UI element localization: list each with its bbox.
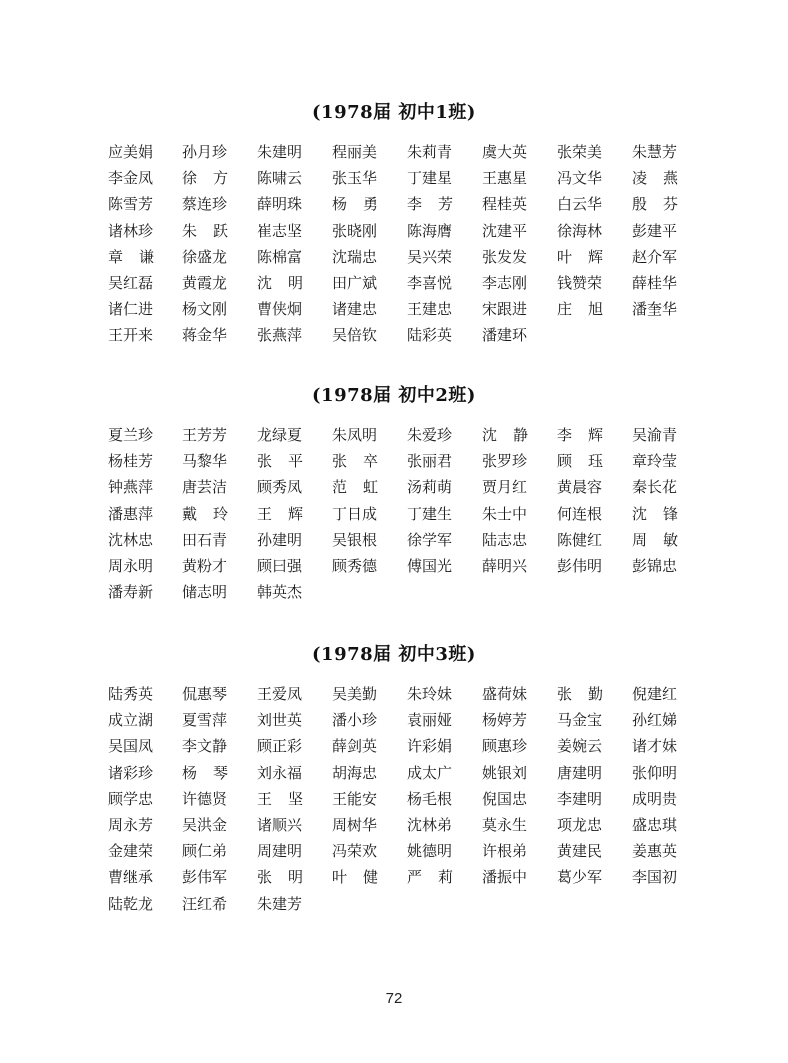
student-name: 陆秀英 <box>108 685 154 703</box>
student-name: 顾秀德 <box>332 557 378 575</box>
student-name: 周树华 <box>332 816 378 834</box>
student-name: 徐盛龙 <box>182 247 228 266</box>
student-name: 许彩娟 <box>407 737 453 756</box>
student-name: 顾仁弟 <box>182 842 228 861</box>
student-name: 张 勤 <box>557 685 603 703</box>
name-row <box>0 708 788 732</box>
student-name: 彭建平 <box>632 221 678 240</box>
name-row <box>0 865 788 889</box>
student-name: 葛少军 <box>557 868 603 887</box>
student-name: 丁建星 <box>407 169 453 188</box>
student-name: 贾月红 <box>482 478 528 497</box>
student-name: 姜婉云 <box>557 737 603 756</box>
student-name: 沈建平 <box>482 221 528 240</box>
student-name: 成明贵 <box>632 789 678 808</box>
student-name: 陈健红 <box>557 530 603 549</box>
student-name: 诸彩珍 <box>108 763 154 782</box>
student-name: 孙建明 <box>257 530 303 549</box>
student-name: 丁日成 <box>332 504 378 523</box>
student-name: 曹侠炯 <box>257 300 303 319</box>
student-name: 吴洪金 <box>182 816 228 834</box>
student-name: 潘惠萍 <box>108 504 154 523</box>
student-name: 陆彩英 <box>407 326 453 345</box>
student-name: 潘建环 <box>482 326 528 345</box>
student-name: 顾曰强 <box>257 557 303 575</box>
name-row <box>0 554 788 578</box>
student-name: 沈 锋 <box>632 504 678 523</box>
student-name: 范 虹 <box>332 478 378 497</box>
student-name: 钱赞荣 <box>557 274 603 292</box>
student-name: 殷 芬 <box>632 195 678 214</box>
student-name: 刘永福 <box>257 763 303 782</box>
student-name: 张仰明 <box>632 763 678 782</box>
student-name: 诸仁进 <box>108 300 154 319</box>
student-name: 潘寿新 <box>108 583 154 602</box>
student-name: 王芳芳 <box>182 426 228 444</box>
name-row <box>0 449 788 473</box>
student-name: 盛忠琪 <box>632 816 678 834</box>
student-name: 程丽美 <box>332 143 378 161</box>
name-row <box>0 734 788 758</box>
student-name: 吴倍钦 <box>332 326 378 345</box>
name-row <box>0 271 788 295</box>
student-name: 孙红娣 <box>632 711 678 730</box>
student-name: 丁建生 <box>407 504 453 523</box>
student-name: 章玲莹 <box>632 452 678 471</box>
student-name: 吴国凤 <box>108 737 154 756</box>
student-name: 诸才妹 <box>632 737 678 756</box>
student-name: 李 辉 <box>557 426 603 444</box>
student-name: 庄 旭 <box>557 300 603 319</box>
student-name: 项龙忠 <box>557 816 603 834</box>
student-name: 杨 勇 <box>332 195 378 214</box>
student-name: 刘世英 <box>257 711 303 730</box>
name-row <box>0 192 788 216</box>
student-name: 薛明兴 <box>482 557 528 575</box>
student-name: 宋跟进 <box>482 300 528 319</box>
student-name: 汤莉萌 <box>407 478 453 497</box>
student-name: 白云华 <box>557 195 603 214</box>
name-row <box>0 787 788 811</box>
student-name: 张 明 <box>257 868 303 887</box>
student-name: 顾秀凤 <box>257 478 303 497</box>
student-name: 徐学军 <box>407 530 453 549</box>
student-name: 傅国光 <box>407 557 453 575</box>
student-name: 倪建红 <box>632 685 678 703</box>
student-name: 王爱凤 <box>257 685 303 703</box>
name-row <box>0 528 788 552</box>
student-name: 凌 燕 <box>632 169 678 188</box>
student-name: 薛剑英 <box>332 737 378 756</box>
student-name: 朱莉青 <box>407 143 453 161</box>
student-name: 朱建明 <box>257 143 303 161</box>
student-name: 彭伟明 <box>557 557 603 575</box>
student-name: 吴红磊 <box>108 274 154 292</box>
student-name: 陈海膺 <box>407 221 453 240</box>
student-name: 金建荣 <box>108 842 154 861</box>
student-name: 应美娟 <box>108 143 154 161</box>
section-title: (1978届 初中2班) <box>312 385 476 406</box>
student-name: 张 平 <box>257 452 303 471</box>
student-name: 李国初 <box>632 868 678 887</box>
student-name: 李志刚 <box>482 274 528 292</box>
student-name: 姜惠英 <box>632 842 678 861</box>
student-name: 彭锦忠 <box>632 557 678 575</box>
student-name: 何连根 <box>557 504 603 523</box>
student-name: 张罗珍 <box>482 452 528 471</box>
student-name: 张玉华 <box>332 169 378 188</box>
student-name: 田广斌 <box>332 274 378 292</box>
student-name: 李 芳 <box>407 195 453 214</box>
student-name: 孙月珍 <box>182 143 228 161</box>
student-name: 冯荣欢 <box>332 842 378 861</box>
student-name: 王建忠 <box>407 300 453 319</box>
student-name: 曹继承 <box>108 868 154 887</box>
section-title: (1978届 初中3班) <box>312 644 476 665</box>
student-name: 黄粉才 <box>182 557 228 575</box>
student-name: 冯文华 <box>557 169 603 188</box>
student-name: 马金宝 <box>557 711 603 730</box>
name-row <box>0 761 788 785</box>
student-name: 薛明珠 <box>257 195 303 214</box>
student-name: 叶 辉 <box>557 247 603 266</box>
student-name: 秦长花 <box>632 478 678 497</box>
student-name: 李文静 <box>182 737 228 756</box>
student-name: 吴银根 <box>332 530 378 549</box>
student-name: 李金凤 <box>108 169 154 188</box>
student-name: 钟燕萍 <box>108 478 154 497</box>
student-name: 周 敏 <box>632 530 678 549</box>
student-name: 戴 玲 <box>182 504 228 523</box>
student-name: 周建明 <box>257 842 303 861</box>
student-name: 薛桂华 <box>632 274 678 292</box>
student-name: 莫永生 <box>482 816 528 834</box>
student-name: 周永明 <box>108 557 154 575</box>
student-name: 杨桂芳 <box>108 452 154 471</box>
student-name: 顾学忠 <box>108 789 154 808</box>
student-name: 张丽君 <box>407 452 453 471</box>
student-name: 赵介军 <box>632 247 678 266</box>
student-name: 朱 跃 <box>182 221 228 240</box>
student-name: 吴美勤 <box>332 685 378 703</box>
student-name: 唐建明 <box>557 763 603 782</box>
student-name: 朱凤明 <box>332 426 378 444</box>
name-row <box>0 140 788 164</box>
student-name: 蒋金华 <box>182 326 228 345</box>
name-row <box>0 682 788 706</box>
student-name: 吴渝青 <box>632 426 678 444</box>
student-name: 徐 方 <box>182 169 228 188</box>
student-name: 张发发 <box>482 247 528 266</box>
student-name: 盛荷妹 <box>482 685 528 703</box>
student-name: 姚德明 <box>407 842 453 861</box>
name-row <box>0 423 788 447</box>
student-name: 崔志坚 <box>257 221 303 240</box>
student-name: 顾惠珍 <box>482 737 528 756</box>
student-name: 许根弟 <box>482 842 528 861</box>
student-name: 成太广 <box>407 763 453 782</box>
student-name: 潘奎华 <box>632 300 678 319</box>
student-name: 潘小珍 <box>332 711 378 730</box>
student-name: 顾正彩 <box>257 737 303 756</box>
student-name: 李建明 <box>557 789 603 808</box>
student-name: 朱士中 <box>482 504 528 523</box>
student-name: 诸顺兴 <box>257 816 303 834</box>
student-name: 黄建民 <box>557 842 603 861</box>
student-name: 倪国忠 <box>482 789 528 808</box>
student-name: 王 辉 <box>257 504 303 523</box>
student-name: 顾 珏 <box>557 452 603 471</box>
student-name: 朱慧芳 <box>632 143 678 161</box>
name-row <box>0 297 788 321</box>
name-row <box>0 892 788 916</box>
student-name: 王惠星 <box>482 169 528 188</box>
student-name: 杨婷芳 <box>482 711 528 730</box>
student-name: 韩英杰 <box>257 583 303 602</box>
student-name: 张 卒 <box>332 452 378 471</box>
student-name: 吴兴荣 <box>407 247 453 266</box>
student-name: 程桂英 <box>482 195 528 214</box>
student-name: 储志明 <box>182 583 228 602</box>
student-name: 张晓刚 <box>332 221 378 240</box>
student-name: 沈瑞忠 <box>332 247 378 266</box>
student-name: 侃惠琴 <box>182 685 228 703</box>
name-row <box>0 502 788 526</box>
student-name: 杨文刚 <box>182 300 228 319</box>
student-name: 蔡连珍 <box>182 195 228 214</box>
student-name: 张荣美 <box>557 143 603 161</box>
student-name: 朱建芳 <box>257 894 303 913</box>
student-name: 诸建忠 <box>332 300 378 319</box>
student-name: 姚银刘 <box>482 763 528 782</box>
student-name: 汪红希 <box>182 894 228 913</box>
student-name: 严 莉 <box>407 868 453 887</box>
student-name: 夏雪萍 <box>182 711 228 730</box>
student-name: 张燕萍 <box>257 326 303 345</box>
student-name: 朱玲妹 <box>407 685 453 703</box>
student-name: 章 谦 <box>108 247 154 266</box>
name-row <box>0 219 788 243</box>
student-name: 沈 静 <box>482 426 528 444</box>
student-name: 徐海林 <box>557 221 603 240</box>
student-name: 黄晨容 <box>557 478 603 497</box>
student-name: 田石青 <box>182 530 228 549</box>
student-name: 杨 琴 <box>182 763 228 782</box>
student-name: 马黎华 <box>182 452 228 471</box>
page-number: 72 <box>385 990 403 1007</box>
student-name: 夏兰珍 <box>108 426 154 444</box>
student-name: 陈雪芳 <box>108 195 154 214</box>
student-name: 袁丽娅 <box>407 711 453 730</box>
name-row <box>0 323 788 347</box>
section-title: (1978届 初中1班) <box>312 102 476 123</box>
student-name: 周永芳 <box>108 816 154 834</box>
student-name: 王能安 <box>332 789 378 808</box>
student-name: 叶 健 <box>332 868 378 887</box>
student-name: 沈 明 <box>257 274 303 292</box>
student-name: 陈棉富 <box>257 247 303 266</box>
student-name: 诸林珍 <box>108 221 154 240</box>
name-row <box>0 813 788 837</box>
student-name: 黄霞龙 <box>182 274 228 292</box>
student-name: 虞大英 <box>482 143 528 161</box>
student-name: 胡海忠 <box>332 763 378 782</box>
student-name: 王 坚 <box>257 789 303 808</box>
student-name: 龙绿夏 <box>257 426 303 444</box>
student-name: 杨毛根 <box>407 789 453 808</box>
student-name: 沈林弟 <box>407 816 453 834</box>
student-name: 朱爱珍 <box>407 426 453 444</box>
name-row <box>0 839 788 863</box>
name-row <box>0 580 788 604</box>
student-name: 唐芸洁 <box>182 478 228 497</box>
student-name: 彭伟军 <box>182 868 228 887</box>
student-name: 陈啸云 <box>257 169 303 188</box>
student-name: 陆乾龙 <box>108 894 154 913</box>
student-name: 潘振中 <box>482 868 528 887</box>
student-name: 陆志忠 <box>482 530 528 549</box>
name-row <box>0 475 788 499</box>
name-row <box>0 245 788 269</box>
student-name: 王开来 <box>108 326 154 345</box>
student-name: 成立湖 <box>108 711 154 730</box>
name-row <box>0 166 788 190</box>
student-name: 沈林忠 <box>108 530 154 549</box>
student-name: 许德贤 <box>182 789 228 808</box>
student-name: 李喜悦 <box>407 274 453 292</box>
